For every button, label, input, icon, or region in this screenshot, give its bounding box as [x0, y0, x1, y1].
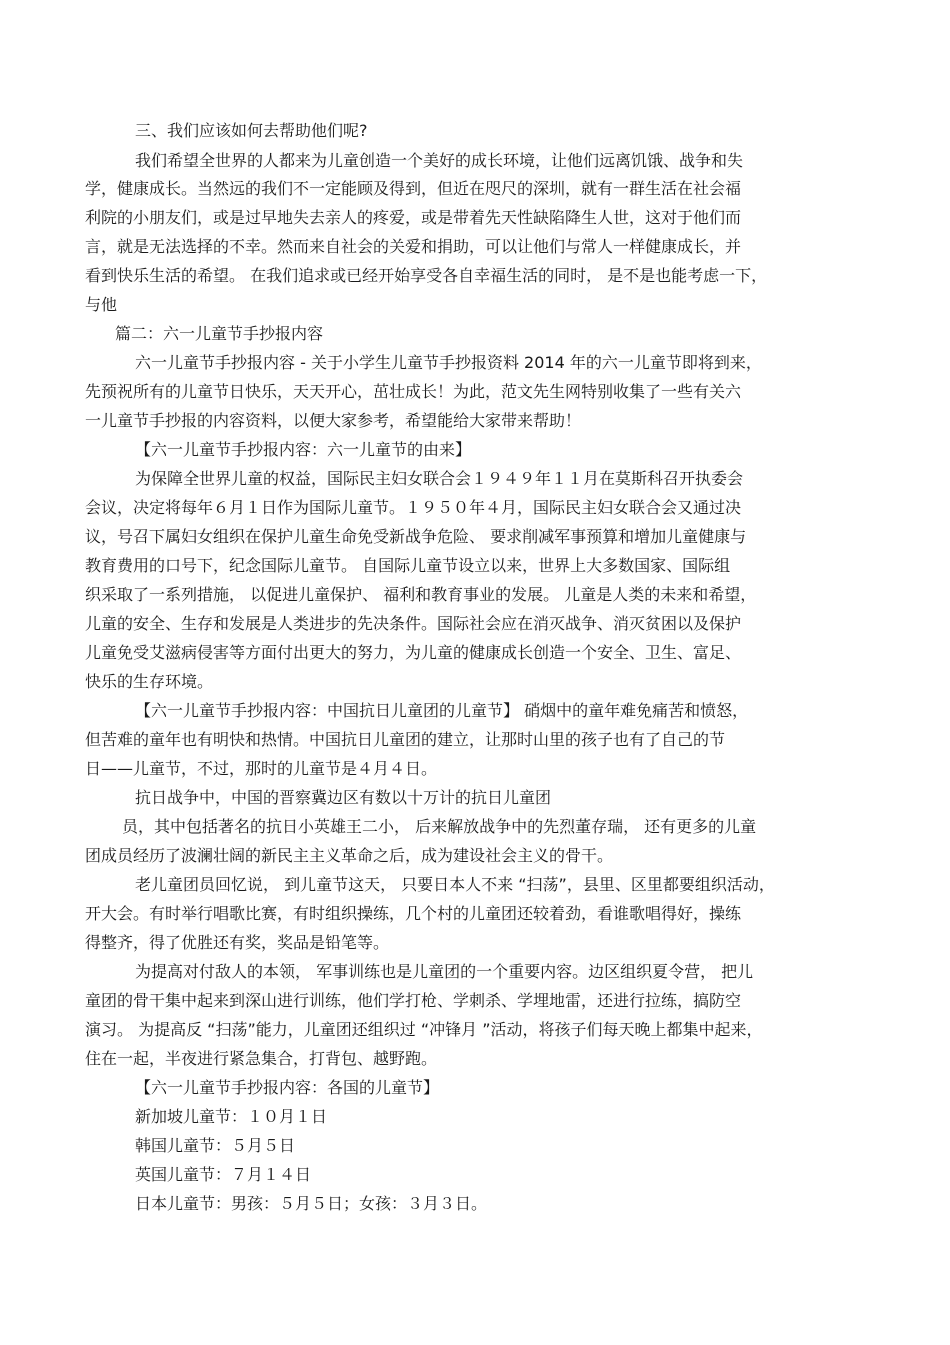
text-line: 看到快乐生活的希望。 在我们追求或已经开始享受各自幸福生活的同时， 是不是也能考虑一下， — [85, 266, 768, 285]
section-heading: 【六一儿童节手抄报内容：六一儿童节的由来】 — [135, 440, 472, 459]
text-line: 六一儿童节手抄报内容 - 关于小学生儿童节手抄报资料 2014 年的六一儿童节即将到来， — [135, 353, 762, 372]
text-line: 议，号召下属妇女组织在保护儿童生命免受新战争危险、 要求削减军事预算和增加儿童健康与 — [85, 527, 747, 546]
text-line: 住在一起，半夜进行紧急集合，打背包、越野跑。 — [85, 1049, 438, 1068]
text-line: 教育费用的口号下，纪念国际儿童节。 自国际儿童节设立以来，世界上大多数国家、国际组 — [85, 556, 731, 575]
list-item: 英国儿童节：７月１４日 — [135, 1165, 312, 1184]
text-line: 我们希望全世界的人都来为儿童创造一个美好的成长环境，让他们远离饥饿、战争和失 — [135, 151, 744, 170]
text-line: 先预祝所有的儿童节日快乐，天天开心，茁壮成长！为此，范文先生网特别收集了一些有关六 — [85, 382, 742, 401]
text-line: 员，其中包括著名的抗日小英雄王二小， 后来解放战争中的先烈董存瑞， 还有更多的儿童 — [122, 817, 757, 836]
text-line: 演习。 为提高反 “扫荡”能力，儿童团还组织过 “冲锋月 ”活动，将孩子们每天晚上都集中起来， — [85, 1020, 763, 1039]
text-line: 儿童的安全、生存和发展是人类进步的先决条件。国际社会应在消灭战争、消灭贫困以及保护 — [85, 614, 742, 633]
text-line: 童团的骨干集中起来到深山进行训练，他们学打枪、学刺杀、学埋地雷，还进行拉练，搞防空 — [85, 991, 742, 1010]
list-item: 日本儿童节：男孩：５月５日；女孩：３月３日。 — [135, 1194, 488, 1213]
text-line: 学，健康成长。当然远的我们不一定能顾及得到，但近在咫尺的深圳，就有一群生活在社会福 — [85, 179, 742, 198]
text-line: 日——儿童节，不过，那时的儿童节是４月４日。 — [85, 759, 438, 778]
text-line: 会议，决定将每年６月１日作为国际儿童节。１９５０年４月，国际民主妇女联合会又通过决 — [85, 498, 742, 517]
text-line: 老儿童团员回忆说， 到儿童节这天， 只要日本人不来 “扫荡”，县里、区里都要组织活动， — [135, 875, 775, 894]
text-line: 一儿童节手抄报的内容资料，以便大家参考，希望能给大家带来帮助！ — [85, 411, 582, 430]
text-line: 儿童免受艾滋病侵害等方面付出更大的努力，为儿童的健康成长创造一个安全、卫生、富足、 — [85, 643, 742, 662]
text-line: 快乐的生存环境。 — [85, 672, 214, 691]
section-heading: 【六一儿童节手抄报内容：中国抗日儿童团的儿童节】 硝烟中的童年难免痛苦和愤怒， — [135, 701, 749, 720]
text-line: 但苦难的童年也有明快和热情。中国抗日儿童团的建立，让那时山里的孩子也有了自己的节 — [85, 730, 726, 749]
text-line: 与他 — [85, 295, 118, 314]
text-line: 抗日战争中，中国的晋察冀边区有数以十万计的抗日儿童团 — [135, 788, 552, 807]
text-line: 为保障全世界儿童的权益，国际民主妇女联合会１９４９年１１月在莫斯科召开执委会 — [135, 469, 744, 488]
text-line: 言，就是无法选择的不幸。然而来自社会的关爱和捐助，可以让他们与常人一样健康成长，并 — [85, 237, 742, 256]
text-line: 三、我们应该如何去帮助他们呢? — [135, 121, 368, 140]
section-heading: 篇二：六一儿童节手抄报内容 — [115, 324, 324, 343]
section-heading: 【六一儿童节手抄报内容：各国的儿童节】 — [135, 1078, 440, 1097]
list-item: 韩国儿童节：５月５日 — [135, 1136, 296, 1155]
text-line: 利院的小朋友们，或是过早地失去亲人的疼爱，或是带着先天性缺陷降生人世，这对于他们而 — [85, 208, 742, 227]
text-line: 团成员经历了波澜壮阔的新民主主义革命之后，成为建设社会主义的骨干。 — [85, 846, 614, 865]
text-line: 开大会。有时举行唱歌比赛，有时组织操练，几个村的儿童团还较着劲，看谁歌唱得好，操练 — [85, 904, 742, 923]
text-line: 织采取了一系列措施， 以促进儿童保护、 福利和教育事业的发展。 儿童是人类的未来和希望， — [85, 585, 757, 604]
text-line: 得整齐，得了优胜还有奖，奖品是铅笔等。 — [85, 933, 390, 952]
text-line: 为提高对付敌人的本领， 军事训练也是儿童团的一个重要内容。边区组织夏令营， 把儿 — [135, 962, 754, 981]
list-item: 新加坡儿童节：１０月１日 — [135, 1107, 328, 1126]
